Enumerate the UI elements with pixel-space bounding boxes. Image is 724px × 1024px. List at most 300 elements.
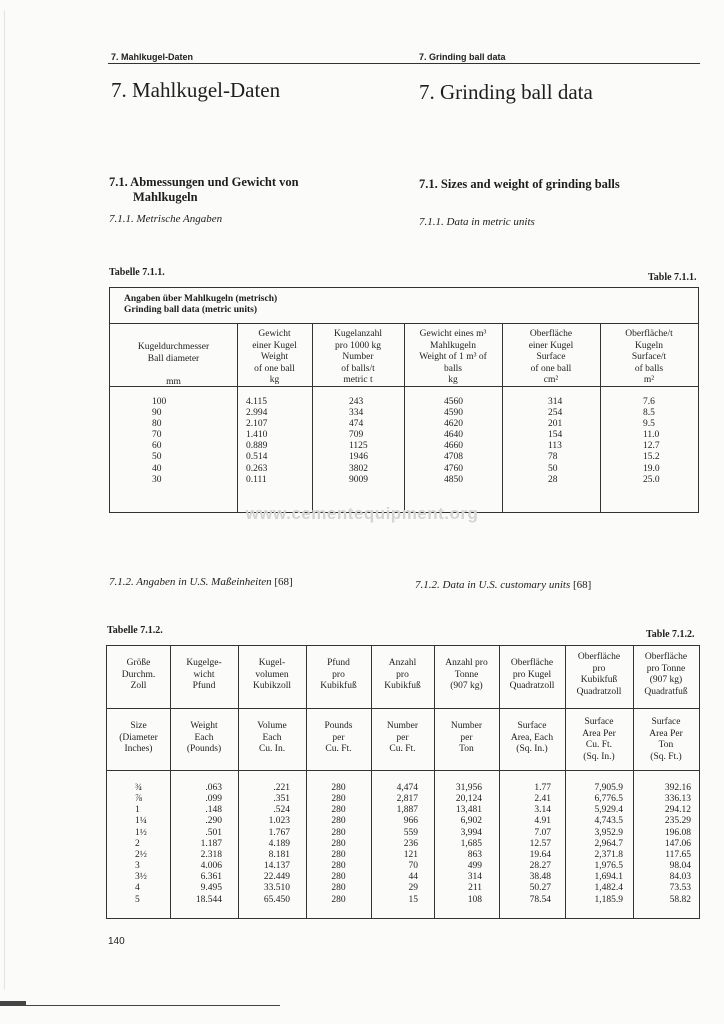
header-line: Größe	[126, 658, 151, 668]
cell: 117.65	[665, 849, 691, 860]
cell: 4.115	[246, 397, 268, 407]
cell: 966	[403, 816, 418, 827]
table2-header-de-weight	[170, 658, 238, 693]
cell: 2.41	[534, 794, 551, 805]
cell: 5,929.4	[594, 805, 623, 816]
cell: 4708	[444, 452, 463, 463]
header-line: Pfund	[192, 681, 216, 691]
cell: 4.006	[200, 861, 222, 872]
cell: 280	[331, 894, 346, 905]
cell: 19.64	[529, 849, 551, 860]
table2-header-de-number-per-ton	[434, 658, 499, 693]
header-line: pro	[332, 669, 345, 680]
cell: .524	[273, 805, 290, 816]
cell: 1,887	[396, 805, 418, 816]
table2-header-en-surface-per-cuft	[565, 717, 633, 763]
header-unit: cm²	[543, 375, 559, 385]
header-line: Weight	[190, 721, 218, 731]
cell: 1,694.1	[594, 872, 623, 883]
header-unit: kg	[448, 375, 458, 385]
table2-column-size	[107, 646, 170, 918]
header-line: Oberfläche	[577, 652, 621, 662]
header-line: Cu. In.	[258, 744, 286, 754]
header-unit: mm	[166, 376, 181, 387]
header-line: per	[396, 732, 409, 743]
subsection-heading-de: 7.1.1. Metrische Angaben	[109, 213, 223, 225]
scan-edge-line	[0, 1005, 280, 1006]
table1-values-weight	[237, 397, 312, 486]
cell: 30	[152, 474, 162, 485]
cell: 1	[135, 805, 140, 816]
header-line: per	[460, 732, 473, 743]
table1-header-surface	[502, 329, 600, 387]
header-line: of balls	[634, 363, 664, 374]
table1-column-diameter	[110, 324, 237, 512]
cell: 4850	[444, 474, 463, 485]
cell: 29	[408, 883, 418, 894]
cell: 0.263	[246, 463, 268, 474]
cell: 50	[548, 463, 558, 474]
cell: 3802	[349, 463, 368, 474]
header-line: Oberfläche	[529, 329, 573, 339]
table2-header-en-surface-each	[499, 721, 565, 756]
table2-values-pounds	[306, 783, 371, 906]
header-line: Ton	[459, 744, 474, 754]
table2-header-en-surface-per-ton	[633, 717, 699, 763]
cell: 334	[349, 408, 364, 419]
table1-label-en: Table 7.1.1.	[648, 272, 697, 283]
cell: 235.29	[664, 816, 691, 827]
subsection2-heading-en	[415, 579, 591, 591]
cell: 12.7	[643, 441, 660, 452]
header-line: Pounds	[324, 721, 353, 731]
cell: 78.54	[529, 894, 551, 905]
cell: 709	[349, 430, 364, 441]
cell: 28.27	[529, 861, 551, 872]
header-line: Surface	[651, 717, 681, 727]
table2-header-de-surface-per-cuft	[565, 652, 633, 698]
cell: 70	[152, 430, 162, 441]
cell: 2,817	[396, 794, 418, 805]
table1-column-surface-per-t	[600, 324, 698, 512]
cell: 2	[135, 838, 140, 849]
cell: 7,905.9	[594, 783, 623, 793]
cell: 73.53	[669, 883, 691, 894]
header-line: Kubikfuß	[320, 681, 357, 691]
cell: 44	[408, 872, 418, 883]
cell: 28	[548, 474, 558, 485]
cell: 280	[331, 849, 346, 860]
cell: ⅞	[135, 794, 143, 805]
header-line: Kugelge-	[186, 658, 222, 668]
header-line: einer Kugel	[252, 340, 297, 351]
cell: 33.510	[263, 883, 290, 894]
header-line: Quadratzoll	[576, 686, 622, 697]
cell: 22.449	[263, 872, 290, 883]
cell: 8.181	[268, 849, 290, 860]
cell: 154	[548, 430, 563, 441]
scan-edge-mark	[4, 10, 5, 990]
cell: 1.767	[268, 827, 290, 838]
header-line: Ball diameter	[147, 353, 200, 364]
cell: 5	[135, 894, 140, 905]
cell: 1946	[349, 452, 368, 463]
table1-values-surface	[502, 397, 600, 486]
cell: 80	[152, 419, 162, 430]
cell: 4640	[444, 430, 463, 441]
cell: 1,976.5	[594, 861, 623, 872]
cell: 9.495	[200, 883, 222, 894]
header-line: of one ball	[530, 363, 572, 374]
cell: 0.111	[246, 474, 267, 485]
table1-caption-de: Angaben über Mahlkugeln (metrisch)	[124, 294, 278, 304]
header-line: (907 kg)	[649, 675, 683, 685]
cell: 1.023	[268, 816, 290, 827]
cell: 196.08	[664, 827, 691, 838]
chapter-title-en: 7. Grinding ball data	[419, 80, 593, 104]
table2-header-de-number-per-cuft	[371, 658, 434, 693]
table1-values-count	[312, 397, 404, 486]
cell: 2,371.8	[594, 849, 623, 860]
header-line: Each	[262, 732, 282, 743]
header-line: Ton	[658, 740, 674, 750]
header-line: Cu. Ft.	[389, 744, 416, 754]
table2-column-surface-per-ton	[633, 646, 699, 918]
cell: 0.889	[246, 441, 268, 452]
header-line: Kugel-	[258, 658, 286, 668]
table1-header-diameter	[110, 342, 237, 388]
table2-header-en-size	[107, 721, 170, 756]
cell: 4620	[444, 419, 463, 430]
cell: 6.361	[200, 872, 222, 883]
cell: 8.5	[643, 408, 655, 419]
cell: 90	[152, 408, 162, 419]
cell: 25.0	[643, 474, 660, 485]
table2-header-de-surface-each	[499, 658, 565, 693]
table2-column-weight	[170, 646, 238, 918]
cell: 1125	[349, 441, 368, 452]
header-unit: m²	[643, 375, 655, 385]
table-metric	[109, 287, 699, 513]
cell: 70	[408, 861, 418, 872]
header-line: Area, Each	[510, 732, 554, 743]
header-line: Number	[386, 721, 419, 731]
cell: 280	[331, 805, 346, 816]
watermark: www.cementequipment.org	[245, 504, 479, 523]
cell: 559	[403, 827, 418, 838]
table1-column-weight	[237, 324, 312, 512]
cell: 78	[548, 452, 558, 463]
table2-column-number-per-ton	[434, 646, 499, 918]
cell: 280	[331, 816, 346, 827]
table-us-units	[106, 645, 700, 919]
header-line: Cu. Ft.	[585, 740, 613, 750]
cell: 1.187	[200, 838, 222, 849]
header-line: balls	[444, 363, 462, 374]
cell: 1,482.4	[594, 883, 623, 894]
cell: 121	[403, 849, 418, 860]
cell: 499	[467, 861, 482, 872]
cell: 280	[331, 861, 346, 872]
table1-column-bulk-weight	[404, 324, 502, 512]
cell: 2½	[135, 849, 147, 860]
cell: 65.450	[263, 894, 290, 905]
header-line: Size	[130, 721, 147, 731]
header-line: Each	[194, 732, 214, 743]
table2-values-surface-per-ton	[633, 783, 699, 906]
table2-header-en-number-per-cuft	[371, 721, 434, 756]
cell: 147.06	[664, 838, 691, 849]
subsection-heading-en: 7.1.1. Data in metric units	[419, 216, 535, 228]
cell: 0.514	[246, 452, 268, 463]
table1-values-bulk-weight	[404, 397, 502, 486]
header-line: Oberfläche	[644, 652, 688, 662]
header-line: Quadratzoll	[509, 681, 555, 691]
header-line: Kugeldurchmesser	[137, 342, 210, 352]
cell: 38.48	[529, 872, 551, 883]
header-line: Area Per	[582, 728, 616, 739]
header-line: Inches)	[124, 744, 153, 754]
page-number: 140	[108, 936, 125, 947]
cell: 60	[152, 441, 162, 452]
cell: 336.13	[664, 794, 691, 805]
cell: 19.0	[643, 463, 660, 474]
header-line: Oberfläche	[510, 658, 554, 668]
cell: 4	[135, 883, 140, 894]
header-line: Gewicht eines m³	[419, 329, 487, 339]
cell: 84.03	[669, 872, 691, 883]
section-heading-de-line1: 7.1. Abmessungen und Gewicht von	[109, 175, 299, 189]
cell: 294.12	[664, 805, 691, 816]
header-line: per	[332, 732, 345, 743]
running-header-en: 7. Grinding ball data	[419, 52, 506, 62]
table2-column-surface-per-cuft	[565, 646, 633, 918]
header-line: (Pounds)	[186, 744, 222, 754]
cell: ¾	[135, 783, 143, 793]
table2-header-de-volume	[238, 658, 306, 693]
header-line: (907 kg)	[450, 681, 483, 691]
header-unit: kg	[269, 375, 280, 385]
header-line: Weight	[260, 352, 289, 362]
table2-values-surface-each	[499, 783, 565, 906]
subsection2-heading-en-text: 7.1.2. Data in U.S. customary units	[415, 579, 571, 591]
table1-header-surface-per-t	[600, 329, 698, 387]
cell: 6,776.5	[594, 794, 623, 805]
cell: 9009	[349, 474, 368, 485]
cell: 4.91	[534, 816, 551, 827]
cell: 280	[331, 794, 346, 805]
header-line: (Diameter	[119, 732, 158, 743]
cell: 12.57	[529, 838, 551, 849]
cell: 113	[548, 441, 562, 452]
cell: 280	[331, 883, 346, 894]
header-line: volumen	[255, 669, 289, 680]
cell: 18.544	[195, 894, 222, 905]
cell: 254	[548, 408, 563, 419]
header-line: Durchm.	[121, 669, 156, 680]
cell: .221	[273, 783, 290, 793]
cell: 100	[152, 397, 167, 407]
cell: 211	[468, 883, 482, 894]
table2-label-en: Table 7.1.2.	[646, 629, 695, 640]
cell: 236	[403, 838, 418, 849]
cell: 4,474	[396, 783, 418, 793]
header-line: einer Kugel	[528, 340, 574, 351]
header-line: (Sq. In.)	[516, 744, 548, 754]
cell: 863	[467, 849, 482, 860]
cell: 4660	[444, 441, 463, 452]
cell: 3	[135, 861, 140, 872]
cell: .290	[205, 816, 222, 827]
cell: 280	[331, 783, 346, 793]
cell: 13,481	[455, 805, 482, 816]
header-line: pro Tonne	[646, 663, 686, 674]
header-line: Gewicht	[258, 329, 291, 339]
cell: 474	[349, 419, 364, 430]
table1-values-diameter	[110, 397, 237, 486]
cell: 3,952.9	[594, 827, 623, 838]
table1-header-weight	[237, 329, 312, 387]
header-unit: metric t	[343, 375, 373, 385]
cell: 392.16	[664, 783, 691, 793]
header-line: Volume	[257, 721, 287, 731]
cell: 3.14	[534, 805, 551, 816]
header-spacer	[110, 365, 237, 377]
header-line: Cu. Ft.	[325, 744, 352, 754]
table1-caption-en: Grinding ball data (metric units)	[124, 305, 258, 315]
table1-caption	[124, 294, 277, 316]
cell: 6,902	[460, 816, 482, 827]
table2-values-size	[107, 783, 170, 906]
header-line: Surface/t	[631, 352, 667, 362]
cell: 1.77	[534, 783, 551, 793]
cell: .148	[205, 805, 222, 816]
cell: 50.27	[529, 883, 551, 894]
header-line: (Sq. In.)	[583, 751, 615, 762]
cell: 40	[152, 463, 162, 474]
cell: 280	[331, 827, 346, 838]
table2-column-volume	[238, 646, 306, 918]
header-line: pro 1000 kg	[335, 340, 381, 351]
header-line: of balls/t	[341, 363, 375, 374]
cell: 280	[331, 872, 346, 883]
table2-column-pounds	[306, 646, 371, 918]
section-heading-de-line2: Mahlkugeln	[133, 190, 198, 204]
header-line: pro	[396, 669, 409, 680]
header-line: wicht	[193, 669, 215, 680]
header-line: Kubikfuß	[580, 675, 618, 685]
cell: 4.189	[268, 838, 290, 849]
header-line: pro	[592, 663, 606, 674]
cell: 9.5	[643, 419, 655, 430]
cell: 98.04	[669, 861, 691, 872]
cell: 31,956	[455, 783, 482, 793]
header-line: Kugeln	[635, 340, 663, 351]
subsection2-reference-en: [68]	[572, 579, 592, 591]
cell: 201	[548, 419, 563, 430]
table2-header-de-surface-per-ton	[633, 652, 699, 698]
table2-header-en-number-per-ton	[434, 721, 499, 756]
header-line: Zoll	[130, 681, 147, 691]
header-line: Anzahl pro	[445, 658, 488, 668]
cell: 3,994	[460, 827, 482, 838]
table1-label-de: Tabelle 7.1.1.	[109, 267, 165, 278]
cell: 4,743.5	[594, 816, 623, 827]
cell: 280	[331, 838, 346, 849]
cell: 20,124	[455, 794, 482, 805]
cell: 1½	[135, 827, 147, 838]
table1-header-count	[312, 329, 404, 387]
table1-header-bulk-weight	[404, 329, 502, 387]
table1-body	[110, 323, 698, 512]
cell: .501	[205, 827, 222, 838]
table2-values-volume	[238, 783, 306, 906]
cell: 1¼	[135, 816, 147, 827]
header-line: Surface	[536, 352, 566, 362]
cell: 2.107	[246, 419, 268, 430]
cell: 15	[408, 894, 418, 905]
cell: .351	[273, 794, 290, 805]
section-heading-de	[109, 175, 299, 205]
cell: 243	[349, 397, 364, 407]
header-line: (Sq. Ft.)	[650, 751, 682, 762]
chapter-title-de: 7. Mahlkugel-Daten	[111, 78, 281, 102]
table2-values-surface-per-cuft	[565, 783, 633, 906]
running-header-de: 7. Mahlkugel-Daten	[111, 52, 194, 62]
header-line: Anzahl	[388, 658, 417, 668]
cell: 2.994	[246, 408, 268, 419]
cell: 1.410	[246, 430, 268, 441]
subsection2-reference-de: [68]	[274, 576, 293, 588]
cell: 314	[548, 397, 563, 407]
table2-values-weight	[170, 783, 238, 906]
cell: .063	[205, 783, 222, 793]
cell: 1,185.9	[594, 894, 623, 905]
cell: .099	[205, 794, 222, 805]
cell: 2.318	[200, 849, 222, 860]
header-line: Oberfläche/t	[625, 329, 673, 339]
cell: 14.137	[263, 861, 290, 872]
table2-header-de-size	[107, 658, 170, 693]
cell: 314	[467, 872, 482, 883]
table2-header-de-pounds	[306, 658, 371, 693]
subsection2-heading-de	[109, 576, 293, 588]
header-line: Number	[450, 721, 483, 731]
cell: 2,964.7	[594, 838, 623, 849]
header-line: Kubikzoll	[253, 681, 291, 691]
table2-values-number-per-cuft	[371, 783, 434, 906]
header-line: Surface	[517, 721, 547, 731]
header-line: Area Per	[649, 728, 683, 739]
cell: 4590	[444, 408, 463, 419]
table2-column-surface-each	[499, 646, 565, 918]
header-line: Weight of 1 m³ of	[419, 352, 487, 362]
table2-column-number-per-cuft	[371, 646, 434, 918]
header-line: Tonne	[454, 669, 479, 680]
header-line: pro Kugel	[512, 669, 552, 680]
header-line: Quadratfuß	[644, 686, 688, 697]
cell: 4560	[444, 397, 463, 407]
header-line: Surface	[584, 717, 614, 727]
cell: 11.0	[643, 430, 660, 441]
cell: 15.2	[643, 452, 660, 463]
table2-header-en-pounds	[306, 721, 371, 756]
cell: 50	[152, 452, 162, 463]
header-line: Kubikfuß	[384, 681, 421, 691]
header-line: of one ball	[254, 363, 295, 374]
cell: 4760	[444, 463, 463, 474]
table2-header-en-weight	[170, 721, 238, 756]
